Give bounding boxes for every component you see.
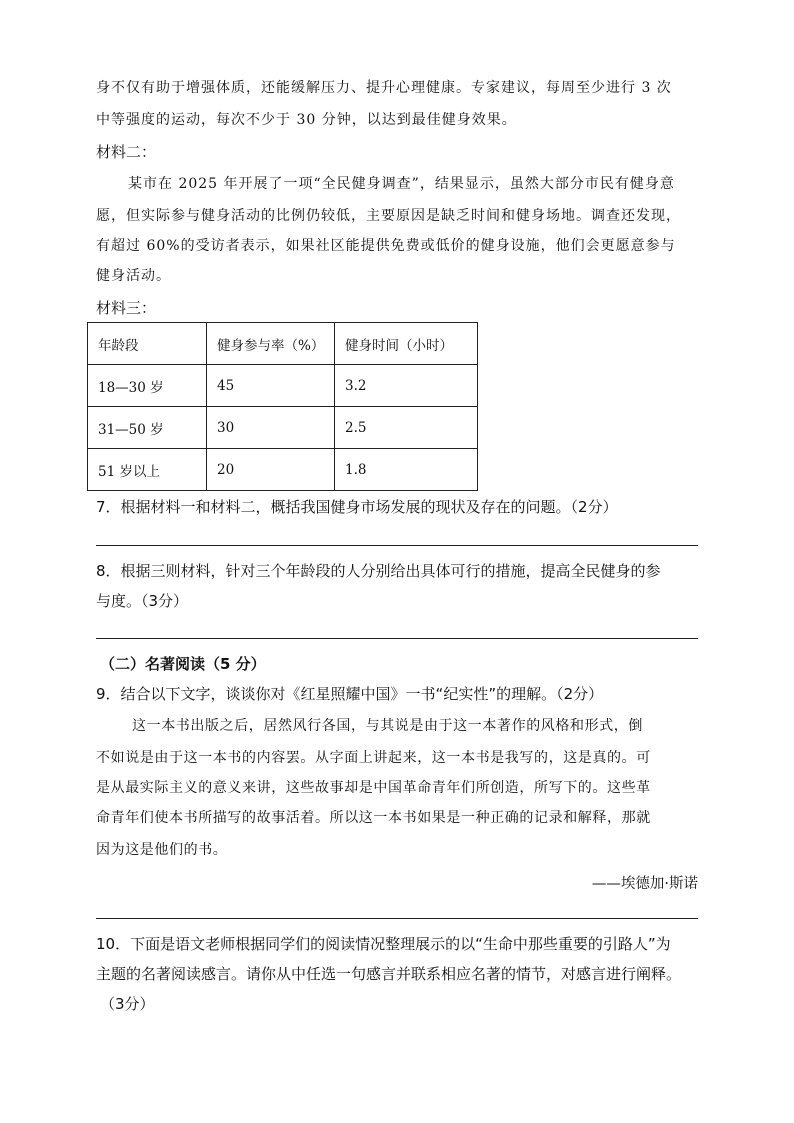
table-cell: 3.2 [335,365,478,407]
material1-text-line: 中等强度的运动，每次不少于 30 分钟，以达到最佳健身效果。 [96,112,517,128]
table-header-row [88,323,478,365]
table-header-cell: 年龄段 [88,323,207,365]
answer-line-q8[interactable] [96,638,698,639]
table-cell: 1.8 [335,449,478,491]
material2-text-line: 愿，但实际参与健身活动的比例仍较低，主要原因是缺乏时间和健身场地。调查还发现， [96,208,681,224]
question-10-line: 10．下面是语文老师根据同学们的阅读情况整理展示的以“生命中那些重要的引路人”为 [96,935,671,953]
table-cell: 31—50 岁 [88,407,207,449]
table-header-cell: 健身时间（小时） [335,323,478,365]
table-cell: 2.5 [335,407,478,449]
question-9-quote-line: 不如说是由于这一本书的内容罢。从字面上讲起来，这一本书是我写的，这是真的。可 [96,750,651,766]
question-10-line: 主题的名著阅读感言。请你从中任选一句感言并联系相应名著的情节，对感言进行阐释。 [96,965,682,983]
material2-text-line: 某市在 2025 年开展了一项“全民健身调查”，结果显示，虽然大部分市民有健身意 [128,176,675,192]
material2-heading: 材料二： [96,143,157,161]
material2-text-line: 有超过 60%的受访者表示，如果社区能提供免费或低价的健身设施，他们会更愿意参与 [96,238,676,254]
question-9-quote-line: 因为这是他们的书。 [96,842,228,858]
table-cell: 45 [207,365,335,407]
table-row [88,407,478,449]
table-cell: 20 [207,449,335,491]
table-cell: 18—30 岁 [88,365,207,407]
table-header-cell: 健身参与率（%） [207,323,335,365]
question-9-quote-line: 命青年们使本书所描写的故事活着。所以这一本书如果是一种正确的记录和解释，那就 [96,810,651,826]
quote-attribution: ——埃德加·斯诺 [591,876,698,892]
table-row [88,365,478,407]
question-8-line: 与度。（3分） [96,592,189,610]
table-cell: 30 [207,407,335,449]
question-9-quote-line: 这一本书出版之后，居然风行各国，与其说是由于这一本著作的风格和形式，倒 [132,718,643,734]
question-8-line: 8．根据三则材料，针对三个年龄段的人分别给出具体可行的措施，提高全民健身的参 [96,562,661,580]
section-heading-classics: （二）名著阅读（5 分） [100,655,266,673]
table-cell: 51 岁以上 [88,449,207,491]
fitness-data-table [87,322,478,491]
material2-text-line: 健身活动。 [96,268,171,284]
material3-heading: 材料三： [96,299,157,317]
answer-line-q7[interactable] [96,545,698,546]
question-9-quote-line: 是从最实际主义的意义来讲，这些故事却是中国革命青年们所创造，所写下的。这些革 [96,780,651,796]
answer-line-q9[interactable] [96,918,698,919]
question-10-line: （3分） [100,995,155,1013]
table-row [88,449,478,491]
question-9-prompt: 9．结合以下文字，谈谈你对《红星照耀中国》一书“纪实性”的理解。（2分） [96,685,604,703]
material1-text-line: 身不仅有助于增强体质，还能缓解压力、提升心理健康。专家建议，每周至少进行 3 次 [96,80,672,96]
question-7: 7．根据材料一和材料二，概括我国健身市场发展的现状及存在的问题。（2分） [96,498,618,516]
